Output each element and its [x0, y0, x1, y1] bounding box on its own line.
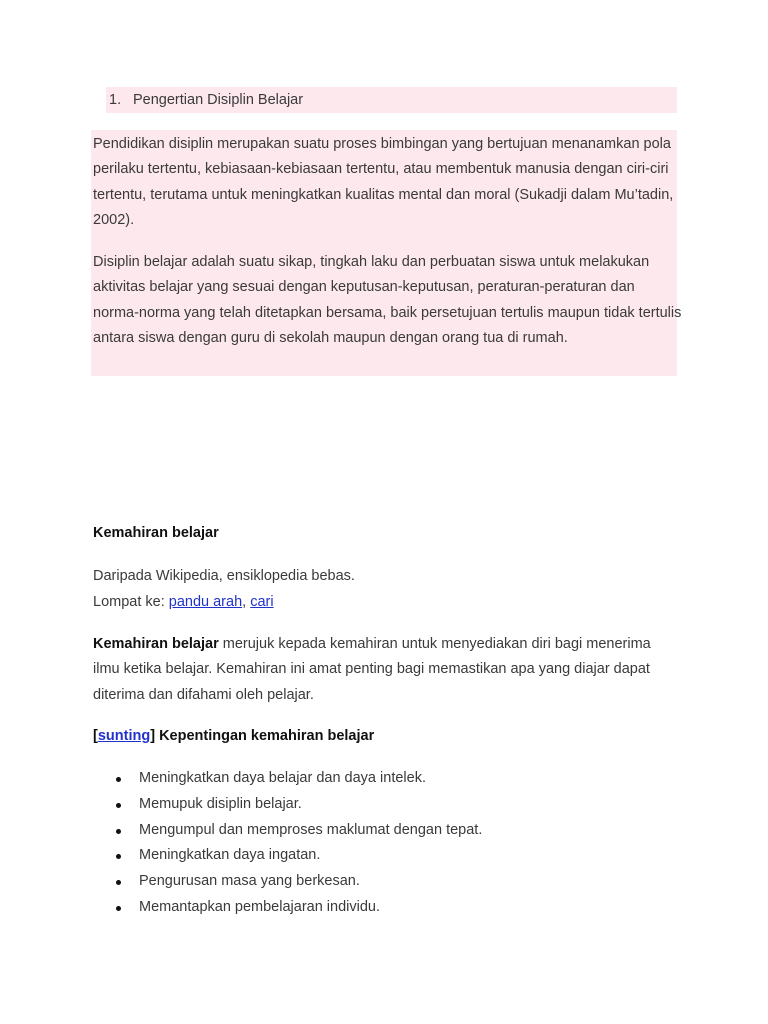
bullet-icon — [116, 829, 121, 834]
bullet-icon — [116, 880, 121, 885]
list-number: 1. — [109, 92, 122, 108]
source-line: Daripada Wikipedia, ensiklopedia bebas. — [93, 568, 355, 584]
article-source-block — [93, 564, 355, 615]
navigation-link[interactable]: pandu arah — [168, 593, 243, 610]
list-item — [93, 766, 482, 792]
jump-separator: , — [242, 593, 251, 610]
edit-bracket-open: [ — [93, 728, 98, 744]
list-item — [93, 843, 482, 869]
list-heading-item — [106, 87, 677, 113]
search-link[interactable]: cari — [250, 593, 274, 610]
list-item-text: Memupuk disiplin belajar. — [139, 795, 302, 812]
intro-bold-term: Kemahiran belajar — [93, 636, 219, 652]
edit-bracket-close: ] — [150, 728, 156, 744]
list-item-text: Pengurusan masa yang berkesan. — [139, 873, 360, 890]
list-item-text: Meningkatkan daya ingatan. — [139, 847, 321, 864]
list-item-text: Memantapkan pembelajaran individu. — [139, 898, 381, 915]
list-item-text: Mengumpul dan memproses maklumat dengan tepat. — [139, 821, 483, 838]
list-item — [93, 895, 482, 921]
bullet-icon — [116, 777, 121, 782]
section-heading: Pengertian Disiplin Belajar — [133, 92, 304, 108]
paragraph-definition-1: Pendidikan disiplin merupakan suatu proses bimbingan yang bertujuan menanamkan pola perilaku tertentu, kebiasaan-kebiasaan tertentu, atau membentuk manusia dengan ciri-ciri tertentu, terutama untuk meningkatkan kualitas mental dan moral (Sukadji dalam Mu’tadin, 2002). — [93, 136, 674, 228]
subsection-heading — [93, 728, 374, 744]
list-item — [93, 869, 482, 895]
intro-paragraph — [93, 632, 673, 708]
bullet-icon — [116, 854, 121, 859]
importance-list — [93, 766, 482, 921]
jump-label: Lompat ke: — [93, 593, 169, 610]
list-item — [93, 818, 482, 844]
list-item-text: Meningkatkan daya belajar dan daya intelek. — [139, 770, 426, 786]
bullet-icon — [116, 803, 121, 808]
intro-text: merujuk kepada kemahiran untuk menyediakan diri bagi menerima ilmu ketika belajar. Kemahiran ini amat penting bagi memastikan apa yang diajar dapat diterima dan difahami oleh pelajar. — [93, 636, 651, 703]
article-title: Kemahiran belajar — [93, 525, 219, 541]
bullet-icon — [116, 906, 121, 911]
list-item — [93, 792, 482, 818]
edit-link[interactable]: sunting — [97, 728, 151, 744]
paragraph-definition-2: Disiplin belajar adalah suatu sikap, tingkah laku dan perbuatan siswa untuk melakukan aktivitas belajar yang sesuai dengan keputusan-keputusan, peraturan-peraturan dan norma-norma yang telah ditetapkan bersama, baik persetujuan tertulis maupun tidak tertulis antara siswa dengan guru di sekolah maupun dengan orang tua di rumah. — [93, 254, 682, 346]
subsection-title: Kepentingan kemahiran belajar — [155, 728, 375, 744]
